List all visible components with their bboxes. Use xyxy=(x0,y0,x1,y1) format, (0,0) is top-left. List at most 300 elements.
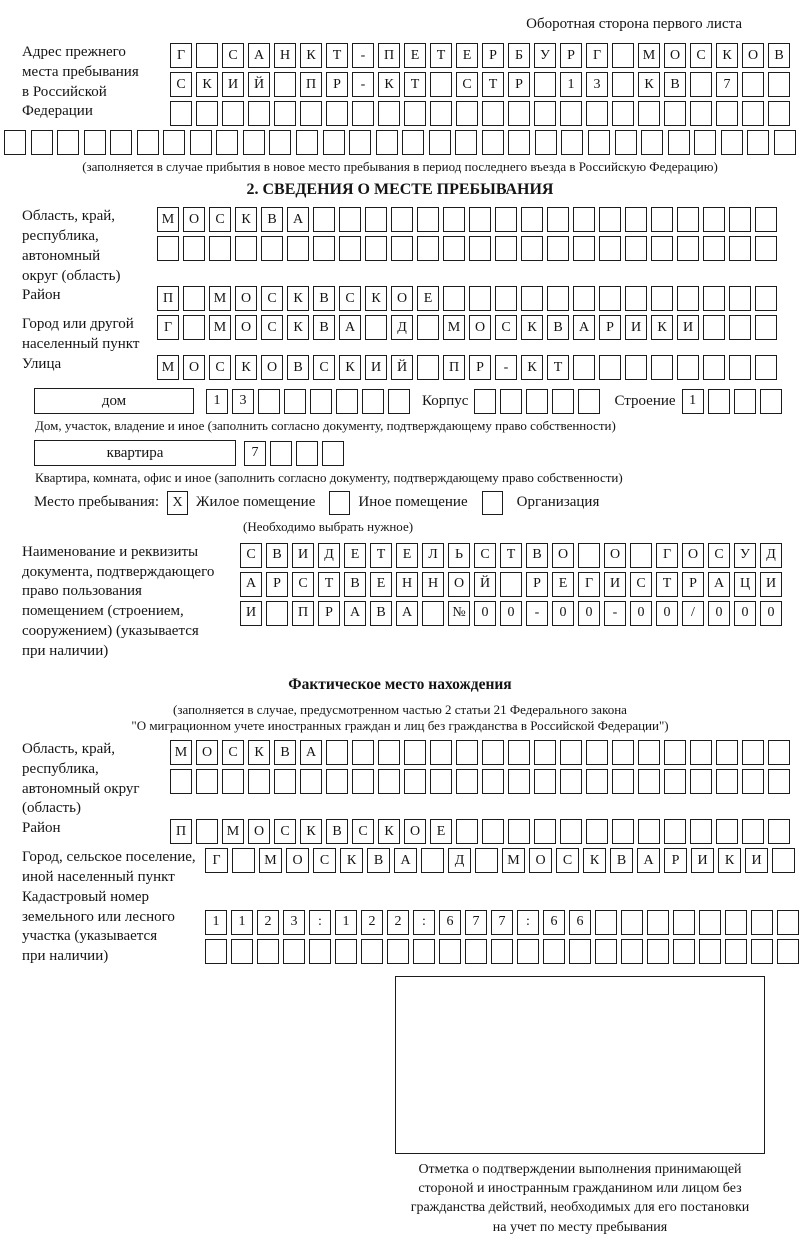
char-cell: 0 xyxy=(734,601,756,626)
char-cell xyxy=(469,207,491,232)
factual-note-2: "О миграционном учете иностранных граждан и лиц без гражданства в Российской Федерации") xyxy=(131,717,669,733)
char-cell: Д xyxy=(448,848,471,873)
char-cell: А xyxy=(248,43,270,68)
char-cell xyxy=(560,101,582,126)
char-cell xyxy=(742,101,764,126)
char-cell xyxy=(243,130,265,155)
char-cell xyxy=(638,740,660,765)
document-block xyxy=(22,543,800,662)
char-cell xyxy=(352,101,374,126)
char-cell xyxy=(755,355,777,380)
char-cell xyxy=(413,939,435,964)
char-cell xyxy=(534,819,556,844)
char-cell xyxy=(543,939,565,964)
char-cell xyxy=(495,236,517,261)
char-cell: К xyxy=(248,740,270,765)
char-cell: С xyxy=(690,43,712,68)
label-line: Адрес прежнего xyxy=(22,44,126,60)
char-cell xyxy=(588,130,610,155)
char-cell xyxy=(673,939,695,964)
caption-line: гражданства действий, необходимых для его постановки xyxy=(410,1200,750,1216)
char-cell: И xyxy=(292,543,314,568)
char-cell: В xyxy=(367,848,390,873)
char-cell xyxy=(491,939,513,964)
char-cell xyxy=(326,769,348,794)
char-cell: Е xyxy=(396,543,418,568)
char-cell: В xyxy=(768,43,790,68)
char-cell: А xyxy=(573,315,595,340)
char-cell: С xyxy=(209,207,231,232)
char-cell: М xyxy=(222,819,244,844)
char-cell xyxy=(760,389,782,414)
char-cell: К xyxy=(716,43,738,68)
char-cell xyxy=(430,72,452,97)
stay-type-row xyxy=(34,491,800,515)
char-cell: М xyxy=(209,286,231,311)
label-line: Федерации xyxy=(22,103,93,120)
char-cell: Г xyxy=(586,43,608,68)
label-line: округ (область) xyxy=(22,267,121,284)
checkbox-organization xyxy=(482,491,503,515)
char-cell: 0 xyxy=(656,601,678,626)
char-cell: 6 xyxy=(569,910,591,935)
char-cell: О xyxy=(552,543,574,568)
char-cell xyxy=(365,236,387,261)
char-cell xyxy=(742,769,764,794)
char-cell: Р xyxy=(482,43,504,68)
char-cell: Д xyxy=(391,315,413,340)
char-cell: М xyxy=(157,207,179,232)
char-cell: Т xyxy=(500,543,522,568)
char-cell xyxy=(651,355,673,380)
char-cell: О xyxy=(261,355,283,380)
char-cell xyxy=(690,819,712,844)
char-cell xyxy=(365,315,387,340)
char-cell: В xyxy=(266,543,288,568)
char-cell xyxy=(362,389,384,414)
char-cell: М xyxy=(502,848,525,873)
char-cell xyxy=(137,130,159,155)
char-cell xyxy=(469,236,491,261)
char-cell: В xyxy=(526,543,548,568)
char-cell xyxy=(422,601,444,626)
char-cell xyxy=(716,819,738,844)
char-cell xyxy=(274,72,296,97)
char-cell: К xyxy=(235,207,257,232)
char-cell xyxy=(703,207,725,232)
char-cell: О xyxy=(404,819,426,844)
char-cell xyxy=(500,389,522,414)
char-cell xyxy=(651,286,673,311)
char-cell xyxy=(482,740,504,765)
char-cell xyxy=(284,389,306,414)
char-cell xyxy=(495,286,517,311)
char-cell xyxy=(526,389,548,414)
char-cell xyxy=(313,207,335,232)
char-cell: Е xyxy=(370,572,392,597)
char-cell xyxy=(474,389,496,414)
char-cell: 3 xyxy=(283,910,305,935)
char-cell: 0 xyxy=(760,601,782,626)
apartment-row xyxy=(34,440,800,466)
char-cell xyxy=(747,130,769,155)
char-cell: А xyxy=(344,601,366,626)
char-cell: - xyxy=(526,601,548,626)
label-line: Область, край, xyxy=(22,208,116,225)
char-cell xyxy=(547,236,569,261)
label-line: республика, xyxy=(22,760,99,777)
option-label-organization: Организация xyxy=(516,494,600,511)
char-cell xyxy=(742,72,764,97)
apartment-cells xyxy=(244,441,344,466)
char-cell xyxy=(300,769,322,794)
char-cell: Ь xyxy=(448,543,470,568)
char-cell xyxy=(336,389,358,414)
char-cell: Г xyxy=(170,43,192,68)
char-cell xyxy=(205,939,227,964)
char-cell xyxy=(456,819,478,844)
district-row xyxy=(157,286,777,311)
char-cell: - xyxy=(352,43,374,68)
stamp-caption xyxy=(376,1160,784,1237)
char-cell: М xyxy=(170,740,192,765)
char-cell xyxy=(443,207,465,232)
document-label xyxy=(22,543,240,662)
char-cell xyxy=(508,819,530,844)
char-cell: 1 xyxy=(206,389,228,414)
char-cell: О xyxy=(235,286,257,311)
region-row-2 xyxy=(157,236,777,261)
char-cell xyxy=(232,848,255,873)
char-cell xyxy=(183,315,205,340)
char-cell: О xyxy=(469,315,491,340)
prev-address-note: (заполняется в случае прибытия в новое место пребывания в период последнего въезда в Российскую Федерацию) xyxy=(82,159,718,174)
char-cell xyxy=(508,130,530,155)
apartment-note: Квартира, комната, офис и иное (заполнить согласно документу, подтверждающему право собственности) xyxy=(35,470,623,486)
house-label-box: дом xyxy=(34,388,194,414)
char-cell xyxy=(456,740,478,765)
label-line: места пребывания xyxy=(22,63,139,80)
char-cell: О xyxy=(448,572,470,597)
char-cell: С xyxy=(313,355,335,380)
char-cell: П xyxy=(300,72,322,97)
korpus-cells xyxy=(474,389,600,414)
city-label xyxy=(22,315,157,355)
region-block xyxy=(22,207,800,286)
char-cell xyxy=(595,939,617,964)
district-label: Район xyxy=(22,287,61,304)
char-cell xyxy=(421,848,444,873)
char-cell xyxy=(560,740,582,765)
char-cell: В xyxy=(370,601,392,626)
char-cell xyxy=(725,939,747,964)
char-cell: Т xyxy=(656,572,678,597)
label-line: иной населенный пункт xyxy=(22,869,175,886)
label-line: земельного или лесного xyxy=(22,908,175,925)
char-cell: С xyxy=(708,543,730,568)
char-cell xyxy=(755,207,777,232)
char-cell xyxy=(517,939,539,964)
char-cell: П xyxy=(378,43,400,68)
char-cell: 1 xyxy=(231,910,253,935)
char-cell: В xyxy=(547,315,569,340)
char-cell: О xyxy=(196,740,218,765)
page-corner-note: Оборотная сторона первого листа xyxy=(526,16,742,32)
char-cell: М xyxy=(638,43,660,68)
char-cell xyxy=(309,939,331,964)
char-cell: - xyxy=(352,72,374,97)
char-cell xyxy=(651,207,673,232)
char-cell xyxy=(729,315,751,340)
char-cell xyxy=(222,101,244,126)
char-cell xyxy=(352,769,374,794)
char-cell xyxy=(157,236,179,261)
char-cell xyxy=(586,740,608,765)
factual-region-label xyxy=(22,740,170,819)
char-cell xyxy=(388,389,410,414)
char-cell xyxy=(535,130,557,155)
label-line: сооружением) (указывается xyxy=(22,622,199,639)
char-cell xyxy=(283,939,305,964)
label-line: в Российской xyxy=(22,83,107,100)
region-row-1 xyxy=(157,207,777,232)
char-cell xyxy=(323,130,345,155)
char-cell xyxy=(703,355,725,380)
char-cell: Е xyxy=(552,572,574,597)
char-cell: К xyxy=(300,819,322,844)
char-cell xyxy=(625,207,647,232)
char-cell xyxy=(170,769,192,794)
char-cell xyxy=(729,355,751,380)
factual-district-block xyxy=(22,819,800,848)
option-label-residential: Жилое помещение xyxy=(196,494,316,511)
char-cell xyxy=(339,236,361,261)
char-cell xyxy=(708,389,730,414)
char-cell xyxy=(235,236,257,261)
caption-line: на учет по месту пребывания xyxy=(492,1219,668,1235)
char-cell: С xyxy=(274,819,296,844)
char-cell xyxy=(391,236,413,261)
char-cell xyxy=(668,130,690,155)
factual-district-label: Район xyxy=(22,820,61,837)
char-cell: И xyxy=(365,355,387,380)
prev-address-block xyxy=(22,43,800,130)
region-label xyxy=(22,207,157,286)
char-cell: О xyxy=(664,43,686,68)
caption-line: Отметка о подтверждении выполнения принимающей xyxy=(418,1161,742,1177)
char-cell: Г xyxy=(578,572,600,597)
char-cell xyxy=(465,939,487,964)
char-cell xyxy=(475,848,498,873)
char-cell xyxy=(352,740,374,765)
char-cell xyxy=(402,130,424,155)
char-cell xyxy=(296,441,318,466)
prev-address-label xyxy=(22,43,170,122)
char-cell xyxy=(326,101,348,126)
char-cell: 6 xyxy=(543,910,565,935)
apartment-label-box: квартира xyxy=(34,440,236,466)
label-line: (область) xyxy=(22,800,81,817)
char-cell xyxy=(222,769,244,794)
char-cell: С xyxy=(313,848,336,873)
char-cell: Р xyxy=(266,572,288,597)
char-cell xyxy=(751,910,773,935)
label-line: Область, край, xyxy=(22,741,116,758)
char-cell xyxy=(599,207,621,232)
char-cell xyxy=(677,355,699,380)
char-cell xyxy=(521,236,543,261)
char-cell xyxy=(716,740,738,765)
char-cell: С xyxy=(292,572,314,597)
char-cell xyxy=(768,769,790,794)
char-cell xyxy=(699,910,721,935)
char-cell: К xyxy=(339,355,361,380)
char-cell: К xyxy=(378,72,400,97)
char-cell: К xyxy=(196,72,218,97)
char-cell xyxy=(110,130,132,155)
char-cell: О xyxy=(604,543,626,568)
char-cell: А xyxy=(240,572,262,597)
char-cell xyxy=(500,572,522,597)
char-cell: Н xyxy=(274,43,296,68)
char-cell xyxy=(335,939,357,964)
char-cell: Т xyxy=(547,355,569,380)
char-cell: - xyxy=(495,355,517,380)
char-cell: 2 xyxy=(387,910,409,935)
char-cell xyxy=(4,130,26,155)
char-cell: К xyxy=(365,286,387,311)
char-cell xyxy=(387,939,409,964)
char-cell: В xyxy=(261,207,283,232)
label-line: автономный xyxy=(22,247,101,264)
char-cell: К xyxy=(235,355,257,380)
char-cell xyxy=(378,769,400,794)
char-cell xyxy=(430,101,452,126)
char-cell xyxy=(673,910,695,935)
char-cell: А xyxy=(708,572,730,597)
char-cell xyxy=(621,939,643,964)
label-line: населенный пункт xyxy=(22,336,140,353)
char-cell: Н xyxy=(396,572,418,597)
char-cell xyxy=(547,207,569,232)
char-cell xyxy=(638,769,660,794)
char-cell: А xyxy=(300,740,322,765)
char-cell: С xyxy=(222,740,244,765)
char-cell: Т xyxy=(482,72,504,97)
char-cell xyxy=(269,130,291,155)
char-cell xyxy=(322,441,344,466)
char-cell: Е xyxy=(417,286,439,311)
char-cell xyxy=(258,389,280,414)
cadastre-row-2 xyxy=(205,939,799,964)
factual-city-row xyxy=(205,848,795,873)
char-cell xyxy=(768,819,790,844)
char-cell: В xyxy=(326,819,348,844)
char-cell: - xyxy=(604,601,626,626)
cadastre-row-1 xyxy=(205,910,799,935)
char-cell: М xyxy=(209,315,231,340)
char-cell: Д xyxy=(318,543,340,568)
char-cell xyxy=(734,389,756,414)
char-cell xyxy=(190,130,212,155)
char-cell xyxy=(404,101,426,126)
char-cell xyxy=(774,130,796,155)
char-cell xyxy=(534,769,556,794)
char-cell xyxy=(612,819,634,844)
char-cell: И xyxy=(760,572,782,597)
char-cell: Р xyxy=(560,43,582,68)
checkbox-residential: X xyxy=(167,491,188,515)
char-cell xyxy=(729,236,751,261)
char-cell xyxy=(439,939,461,964)
char-cell xyxy=(699,939,721,964)
char-cell xyxy=(274,769,296,794)
option-label-other-premises: Иное помещение xyxy=(358,494,468,511)
char-cell xyxy=(621,910,643,935)
char-cell xyxy=(573,236,595,261)
char-cell xyxy=(310,389,332,414)
char-cell: П xyxy=(170,819,192,844)
city-row xyxy=(157,315,777,340)
char-cell: Р xyxy=(664,848,687,873)
char-cell xyxy=(482,101,504,126)
char-cell: К xyxy=(651,315,673,340)
char-cell: Р xyxy=(682,572,704,597)
char-cell: 0 xyxy=(552,601,574,626)
char-cell: О xyxy=(183,355,205,380)
char-cell: П xyxy=(157,286,179,311)
char-cell: К xyxy=(378,819,400,844)
prev-address-row-2 xyxy=(170,72,790,97)
factual-region-row-1 xyxy=(170,740,790,765)
char-cell xyxy=(196,819,218,844)
char-cell xyxy=(231,939,253,964)
label-line: Наименование и реквизиты xyxy=(22,543,199,560)
char-cell xyxy=(578,389,600,414)
char-cell: Л xyxy=(422,543,444,568)
char-cell xyxy=(615,130,637,155)
char-cell xyxy=(586,819,608,844)
char-cell xyxy=(482,130,504,155)
char-cell xyxy=(677,207,699,232)
char-cell xyxy=(287,236,309,261)
char-cell: И xyxy=(691,848,714,873)
house-row xyxy=(34,388,800,414)
label-line: Город или другой xyxy=(22,316,134,333)
factual-region-block xyxy=(22,740,800,819)
char-cell xyxy=(274,101,296,126)
char-cell: С xyxy=(261,286,283,311)
char-cell xyxy=(690,740,712,765)
char-cell: О xyxy=(391,286,413,311)
char-cell xyxy=(630,543,652,568)
checkbox-other-premises xyxy=(329,491,350,515)
char-cell: Н xyxy=(422,572,444,597)
char-cell: В xyxy=(274,740,296,765)
char-cell xyxy=(638,101,660,126)
char-cell xyxy=(641,130,663,155)
char-cell xyxy=(57,130,79,155)
char-cell xyxy=(768,740,790,765)
char-cell: В xyxy=(287,355,309,380)
char-cell xyxy=(716,769,738,794)
char-cell: И xyxy=(625,315,647,340)
char-cell: В xyxy=(664,72,686,97)
char-cell xyxy=(755,236,777,261)
char-cell xyxy=(690,72,712,97)
char-cell xyxy=(209,236,231,261)
char-cell xyxy=(404,769,426,794)
